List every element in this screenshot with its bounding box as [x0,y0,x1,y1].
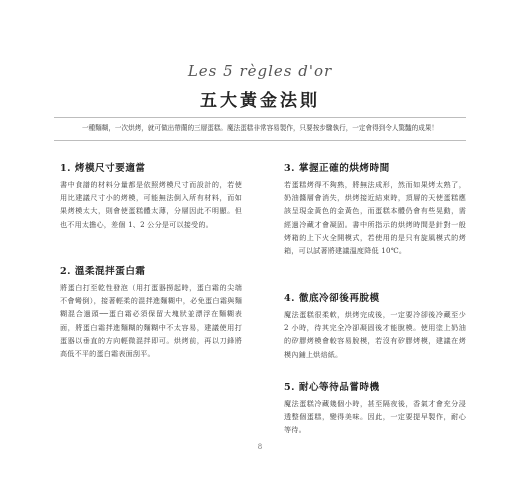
section-body-4: 魔法蛋糕很柔軟，烘烤完成後，一定要冷卻後冷藏至少 2 小時，待其完全冷卻凝固後才能脫模。使用塗上奶油的矽膠烤模會較容易脫模，若沒有矽膠烤模，建議在烤模內鋪上烘焙紙。 [284,310,466,359]
intro-top-divider [54,117,466,118]
intro-text: 一種麵糊，一次烘烤，就可做出帶蘭的三層蛋糕。魔法蛋糕非常容易製作，只要按步驟執行，一定會得到令人驚豔的成果！ [81,124,439,132]
section-heading-1: 1. 烤模尺寸要適當 [60,163,146,174]
section-body-2: 將蛋白打至乾性發泡（用打蛋器撈起時，蛋白霜的尖端不會彎倒），接著輕柔的混拌進麵糊中，必免蛋白霜與麵糊混合過頭──蛋白霜必須保留大塊狀並漂浮在麵糊表面，將蛋白霜拌進麵糊的麵糊中不太容易，建議使用打蛋器以垂直的方向輕微混拌即可。烘烤前，再以刀鋒將高低不平的蛋白霜表面刮平。 [60,283,242,359]
page-number: 8 [257,443,263,451]
section-heading-4: 4. 徹底冷卻後再脫模 [284,293,380,304]
section-heading-5: 5. 耐心等待品嘗時機 [284,382,380,393]
section-body-5: 魔法蛋糕冷藏幾個小時，甚至隔夜後，香氣才會充分浸透整個蛋糕，變得美味。因此，一定要提早製作，耐心等待。 [284,399,466,435]
intro-bottom-divider [54,140,466,141]
section-body-1: 書中食譜的材料分量都是依照烤模尺寸而設計的，若使用比建議尺寸小的烤模，可能無法倒入所有材料，而如果烤模太大，則會使蛋糕體太薄，分層因此不明顯。但也不用太擔心，差個 1、2 公分是可以接受的。 [60,180,242,229]
script-title: Les 5 règles d'or [187,62,333,80]
section-heading-2: 2. 溫柔混拌蛋白霜 [60,266,146,277]
page-title: 五大黃金法則 [200,91,320,111]
section-heading-3: 3. 掌握正確的烘烤時間 [284,163,390,174]
section-body-3: 若蛋糕烤得不夠熟，將無法成形，然而如果烤太熟了，奶油醬層會消失，烘烤接近結束時，頂層的天使蛋糕應該呈現金黃色的金黃色，而蛋糕本體仍會有些晃動，需經過冷藏才會凝固。書中所指示的烘烤時間是針對一般烤箱的上下火全開模式，若使用的是只有旋風模式的烤箱，可以試著將建議溫度降低 10℃。 [284,180,466,256]
